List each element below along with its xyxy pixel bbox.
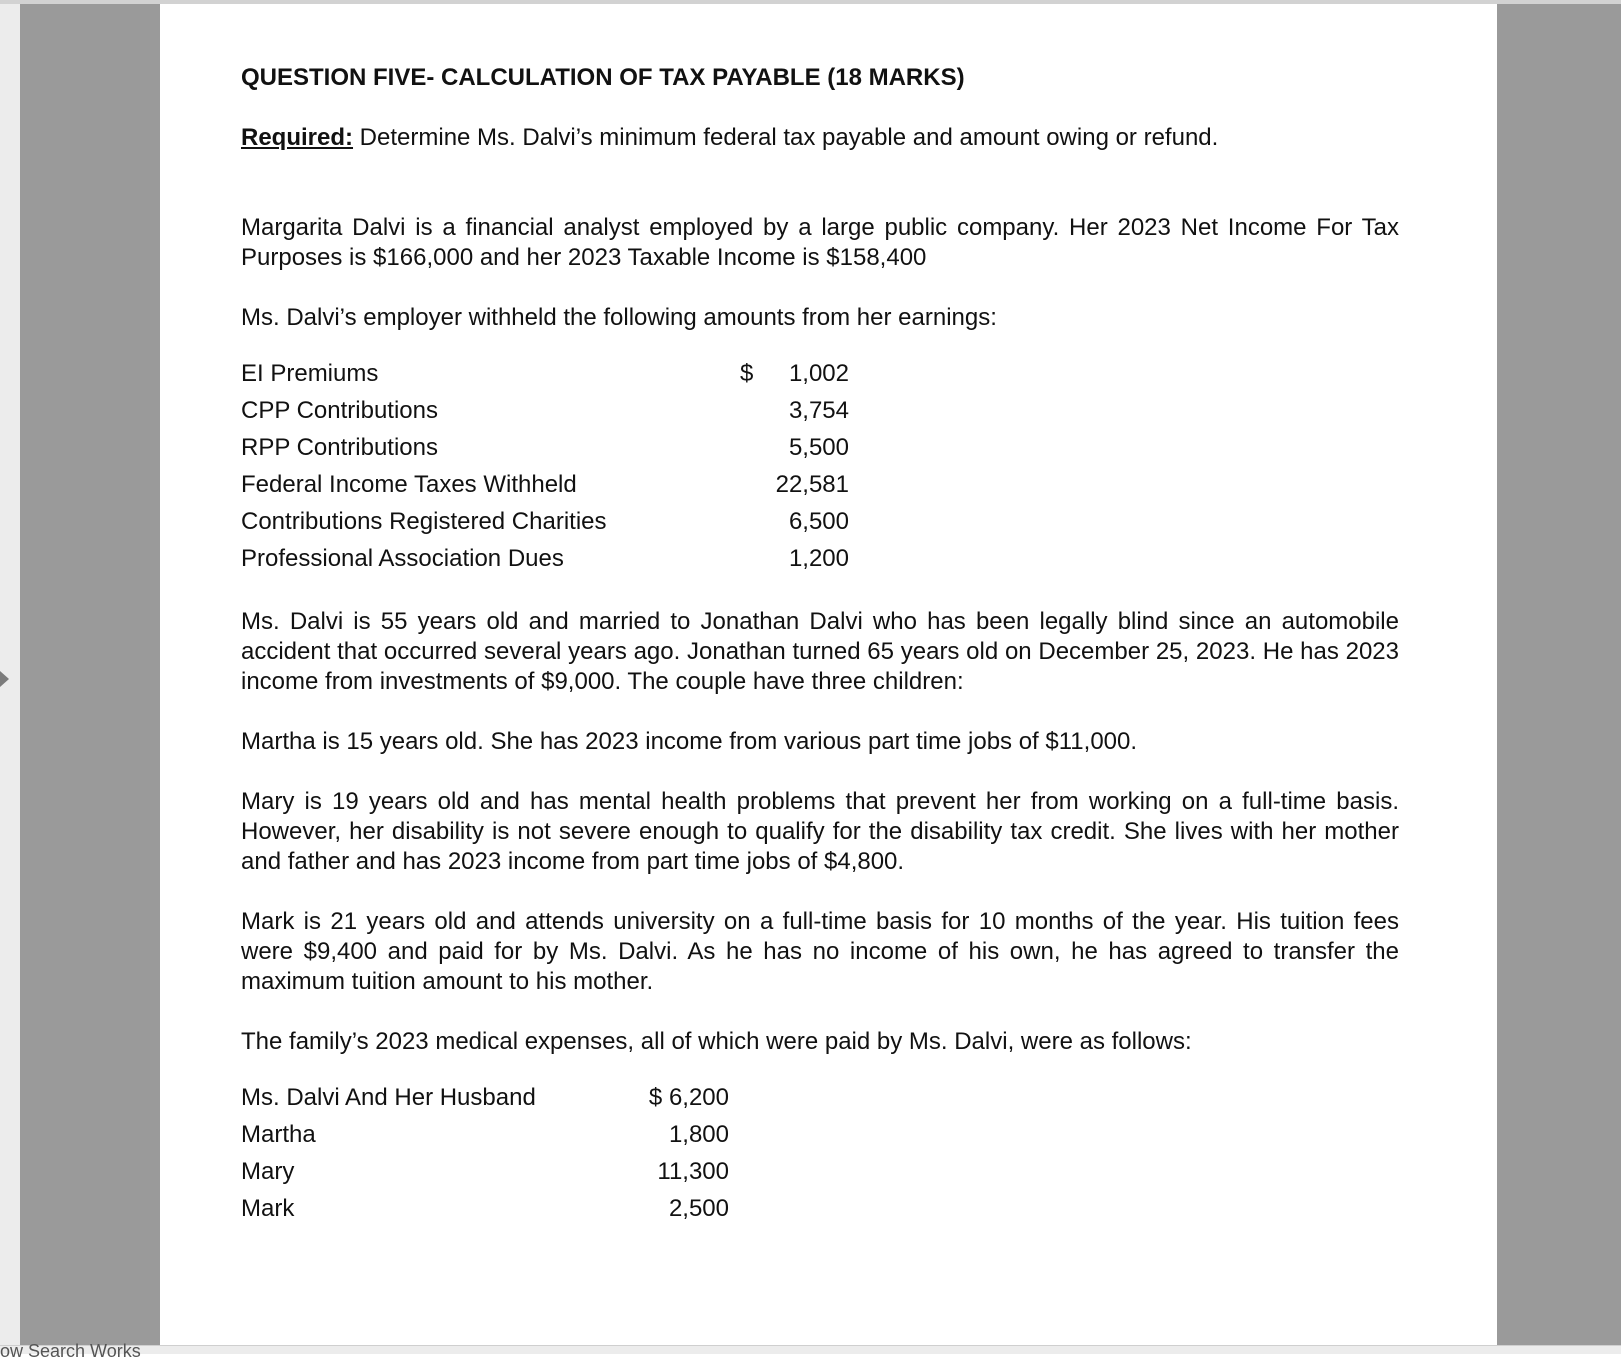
medical-expenses-table xyxy=(241,1079,1399,1227)
withholding-row xyxy=(241,466,1399,503)
medical-label: Martha xyxy=(241,1121,316,1148)
medical-value: 1,800 xyxy=(668,1121,729,1148)
expand-panel-arrow-icon[interactable] xyxy=(0,671,9,687)
medical-row xyxy=(241,1079,1399,1116)
withholding-currency xyxy=(740,392,760,429)
intro-paragraph: Margarita Dalvi is a financial analyst employed by a large public company. Her 2023 Net Income For Tax Purposes is $166,000 and her 2023 Taxable Income is $158,400 xyxy=(241,214,1399,271)
bottom-status-strip xyxy=(0,1341,1621,1361)
withholding-label: RPP Contributions xyxy=(241,434,438,461)
medical-heading: The family’s 2023 medical expenses, all of which were paid by Ms. Dalvi, were as follows: xyxy=(241,1028,1192,1055)
page-content xyxy=(241,63,1399,1227)
required-text: Determine Ms. Dalvi’s minimum federal tax payable and amount owing or refund. xyxy=(353,124,1219,151)
left-sidebar-strip xyxy=(0,4,20,1353)
withholding-row xyxy=(241,355,1399,392)
medical-row xyxy=(241,1116,1399,1153)
mark-paragraph: Mark is 21 years old and attends university on a full-time basis for 10 months of the year. His tuition fees were $9,400 and paid for by Ms. Dalvi. As he has no income of his own, he has agreed to transfer the maximum tuition amount to his mother. xyxy=(241,908,1399,995)
withholding-label: EI Premiums xyxy=(241,360,379,387)
withholding-value: 22,581 xyxy=(775,471,849,498)
withholdings-table xyxy=(241,355,1399,577)
withholding-row xyxy=(241,429,1399,466)
withholding-currency xyxy=(740,429,760,466)
withholding-currency: $ xyxy=(740,360,754,387)
family-paragraph: Ms. Dalvi is 55 years old and married to Jonathan Dalvi who has been legally blind since an automobile accident that occurred several years ago. Jonathan turned 65 years old on December 25, 2023. He has 2023 income from investments of $9,000. The couple have three children: xyxy=(241,608,1399,695)
withholding-currency xyxy=(740,466,760,503)
withholding-row xyxy=(241,392,1399,429)
withholding-label: CPP Contributions xyxy=(241,397,438,424)
withholding-row xyxy=(241,503,1399,540)
medical-value: $ 6,200 xyxy=(648,1084,729,1111)
withholding-value: 1,002 xyxy=(788,360,849,387)
required-label: Required: xyxy=(241,124,354,151)
withheld-heading: Ms. Dalvi’s employer withheld the following amounts from her earnings: xyxy=(241,304,997,331)
withholding-value: 1,200 xyxy=(788,545,849,572)
withholding-label: Federal Income Taxes Withheld xyxy=(241,471,577,498)
withholding-row xyxy=(241,540,1399,577)
withholding-value: 6,500 xyxy=(788,508,849,535)
withholding-currency xyxy=(740,503,760,540)
footer-search-label[interactable]: ow Search Works xyxy=(0,1341,141,1361)
medical-value: 2,500 xyxy=(668,1195,729,1222)
withholding-value: 5,500 xyxy=(788,434,849,461)
mary-paragraph: Mary is 19 years old and has mental health problems that prevent her from working on a full-time basis. However, her disability is not severe enough to qualify for the disability tax credit. She lives with her mother and father and has 2023 income from part time jobs of $4,800. xyxy=(241,788,1399,875)
medical-row xyxy=(241,1190,1399,1227)
medical-row xyxy=(241,1153,1399,1190)
medical-label: Ms. Dalvi And Her Husband xyxy=(241,1084,536,1111)
required-statement xyxy=(241,123,1399,153)
viewer-background-right xyxy=(1497,4,1621,1347)
withholding-label: Contributions Registered Charities xyxy=(241,508,607,535)
question-title: QUESTION FIVE- CALCULATION OF TAX PAYABLE (18 MARKS) xyxy=(241,64,965,91)
withholding-label: Professional Association Dues xyxy=(241,545,564,572)
martha-paragraph: Martha is 15 years old. She has 2023 income from various part time jobs of $11,000. xyxy=(241,728,1138,755)
withholding-currency xyxy=(740,540,760,577)
withholding-value: 3,754 xyxy=(788,397,849,424)
viewer-background-left xyxy=(20,4,160,1347)
medical-value: 11,300 xyxy=(657,1158,729,1185)
medical-label: Mark xyxy=(241,1195,295,1222)
medical-label: Mary xyxy=(241,1158,295,1185)
